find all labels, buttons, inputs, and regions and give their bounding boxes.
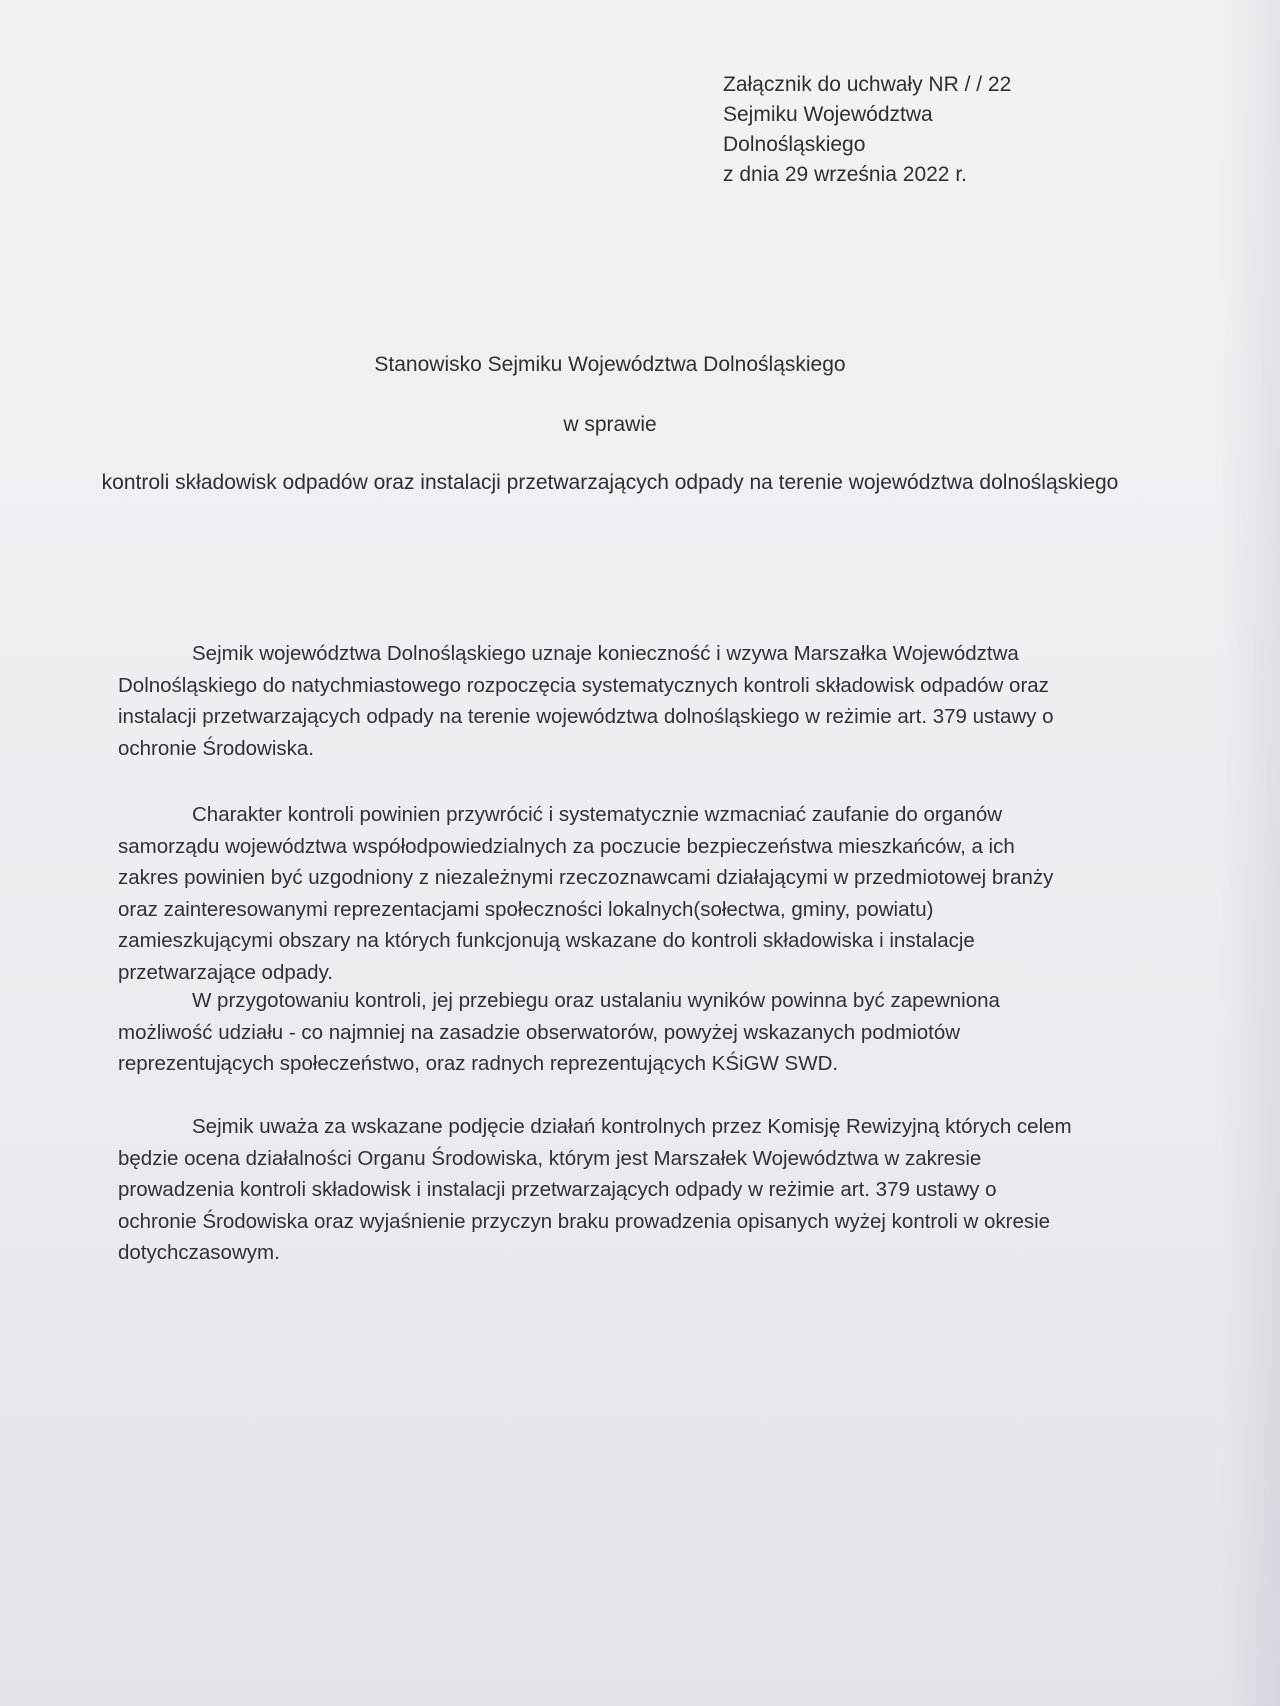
document-title (100, 350, 1120, 498)
paragraph-3-text: W przygotowaniu kontroli, jej przebiegu oraz ustalaniu wyników powinna być zapewniona możliwość udziału - co najmniej na zasadzie obserwatorów, powyżej wskazanych podmiotów reprezentujących społeczeństwo, oraz radnych reprezentujących KŚiGW SWD. (118, 989, 1000, 1075)
attachment-header (723, 70, 1143, 190)
paragraph-4-text: Sejmik uważa za wskazane podjęcie działań kontrolnych przez Komisję Rewizyjną których celem będzie ocena działalności Organu Środowiska, którym jest Marszałek Województwa w zakresie prowadzenia kontroli składowisk i instalacji przetwarzających odpady w reżimie art. 379 ustawy o ochronie Środowiska oraz wyjaśnienie przyczyn braku prowadzenia opisanych wyżej kontroli w okresie dotychczasowym. (118, 1115, 1072, 1264)
paragraph-3 (118, 985, 1078, 1080)
paragraph-2-text: Charakter kontroli powinien przywrócić i systematycznie wzmacniać zaufanie do organów samorządu województwa współodpowiedzialnych za poczucie bezpieczeństwa mieszkańców, a ich zakres powinien być uzgodniony z niezależnymi rzeczoznawcami działającymi w przedmiotowej branży oraz zainteresowanymi reprezentacjami społeczności lokalnych(sołectwa, gminy, powiatu) zamieszkującymi obszary na których funkcjonują wskazane do kontroli składowiska i instalacje przetwarzające odpady. (118, 803, 1054, 984)
page-edge-shadow (1220, 0, 1280, 1706)
title-line-2: w sprawie (563, 413, 657, 436)
paragraph-2 (118, 799, 1078, 988)
title-line-1: Stanowisko Sejmiku Województwa Dolnośląskiego (374, 353, 846, 376)
attachment-line-3: Dolnośląskiego (723, 133, 866, 156)
paragraph-1 (118, 638, 1078, 764)
attachment-line-1: Załącznik do uchwały NR / / 22 (723, 73, 1012, 96)
title-line-3: kontroli składowisk odpadów oraz instalacji przetwarzających odpady na terenie województwa dolnośląskiego (101, 471, 1119, 494)
paragraph-4 (118, 1111, 1078, 1269)
attachment-line-2: Sejmiku Województwa (723, 103, 933, 126)
paragraph-1-text: Sejmik województwa Dolnośląskiego uznaje konieczność i wzywa Marszałka Województwa Dolnośląskiego do natychmiastowego rozpoczęcia systematycznych kontroli składowisk odpadów oraz instalacji przetwarzających odpady na terenie województwa dolnośląskiego w reżimie art. 379 ustawy o ochronie Środowiska. (118, 642, 1054, 760)
attachment-line-4: z dnia 29 września 2022 r. (723, 163, 967, 186)
